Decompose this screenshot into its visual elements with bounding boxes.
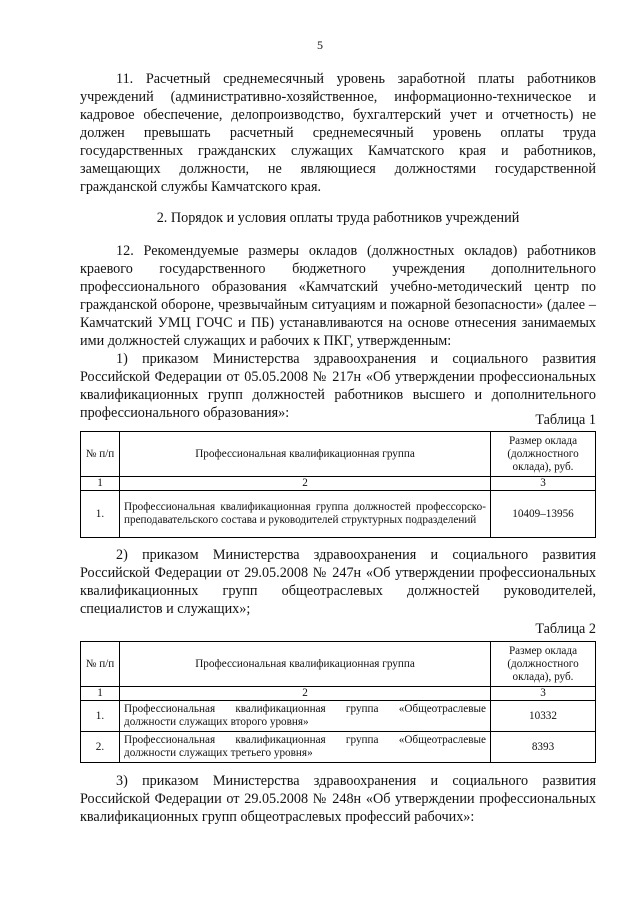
row-salary: 10409–13956 [491, 491, 596, 538]
index-cell: 2 [120, 477, 491, 491]
row-salary: 10332 [491, 701, 596, 732]
index-cell: 3 [491, 687, 596, 701]
index-cell: 3 [491, 477, 596, 491]
row-group: Профессиональная квалификационная группа должностей профессорско-преподавательского состава и руководителей структурных подразделений [120, 491, 491, 538]
table-1-caption: Таблица 1 [535, 412, 596, 428]
table-2-caption: Таблица 2 [535, 621, 596, 637]
paragraph-12: 12. Рекомендуемые размеры окладов (должностных окладов) работников краевого государственного бюджетного учреждения дополнительного профессионального образования «Камчатский учебно-методический центр по гражданской обороне, чрезвычайным ситуациям и пожарной безопасности» (далее – Камчатский УМЦ ГОЧС и ПБ) устанавливаются на основе отнесения занимаемых ими должностей служащих и рабочих к ПКГ, утвержденным: [80, 243, 596, 349]
table-header-row [81, 642, 596, 687]
row-num: 1. [81, 491, 120, 538]
header-salary: Размер оклада (должностного оклада), руб. [491, 432, 596, 477]
row-num: 1. [81, 701, 120, 732]
header-num: № п/п [81, 642, 120, 687]
table-2 [80, 641, 596, 763]
index-cell: 1 [81, 477, 120, 491]
table-row [81, 491, 596, 538]
table-row [81, 732, 596, 763]
row-salary: 8393 [491, 732, 596, 763]
table-header-row [81, 432, 596, 477]
row-num: 2. [81, 732, 120, 763]
header-group: Профессиональная квалификационная группа [120, 642, 491, 687]
paragraph-item-2: 2) приказом Министерства здравоохранения и социального развития Российской Федерации от 29.05.2008 № 247н «Об утверждении профессиональных квалификационных групп общеотраслевых должностей руководителей, специалистов и служащих»; [80, 547, 596, 617]
paragraph-item-3: 3) приказом Министерства здравоохранения и социального развития Российской Федерации от 29.05.2008 № 248н «Об утверждении профессиональных квалификационных групп общеотраслевых профессий рабочих»: [80, 773, 596, 825]
section-heading: 2. Порядок и условия оплаты труда работников учреждений [156, 210, 520, 226]
paragraph-item-1: 1) приказом Министерства здравоохранения и социального развития Российской Федерации от 05.05.2008 № 217н «Об утверждении профессиональных квалификационных групп должностей работников высшего и дополнительного профессионального образования»: [80, 351, 596, 421]
row-group: Профессиональная квалификационная группа «Общеотраслевые должности служащих второго уровня» [120, 701, 491, 732]
header-salary: Размер оклада (должностного оклада), руб. [491, 642, 596, 687]
table-row [81, 701, 596, 732]
table-1 [80, 431, 596, 538]
page-number: 5 [317, 38, 323, 52]
table-index-row [81, 477, 596, 491]
header-group: Профессиональная квалификационная группа [120, 432, 491, 477]
header-num: № п/п [81, 432, 120, 477]
index-cell: 2 [120, 687, 491, 701]
table-index-row [81, 687, 596, 701]
row-group: Профессиональная квалификационная группа «Общеотраслевые должности служащих третьего уровня» [120, 732, 491, 763]
index-cell: 1 [81, 687, 120, 701]
paragraph-11: 11. Расчетный среднемесячный уровень заработной платы работников учреждений (административно-хозяйственное, информационно-техническое и кадровое обеспечение, делопроизводство, бухгалтерский учет и отчетность) не должен превышать расчетный среднемесячный уровень оплаты труда государственных гражданских служащих Камчатского края и работников, замещающих должности, не являющиеся должностями государственной гражданской службы Камчатского края. [80, 71, 596, 195]
